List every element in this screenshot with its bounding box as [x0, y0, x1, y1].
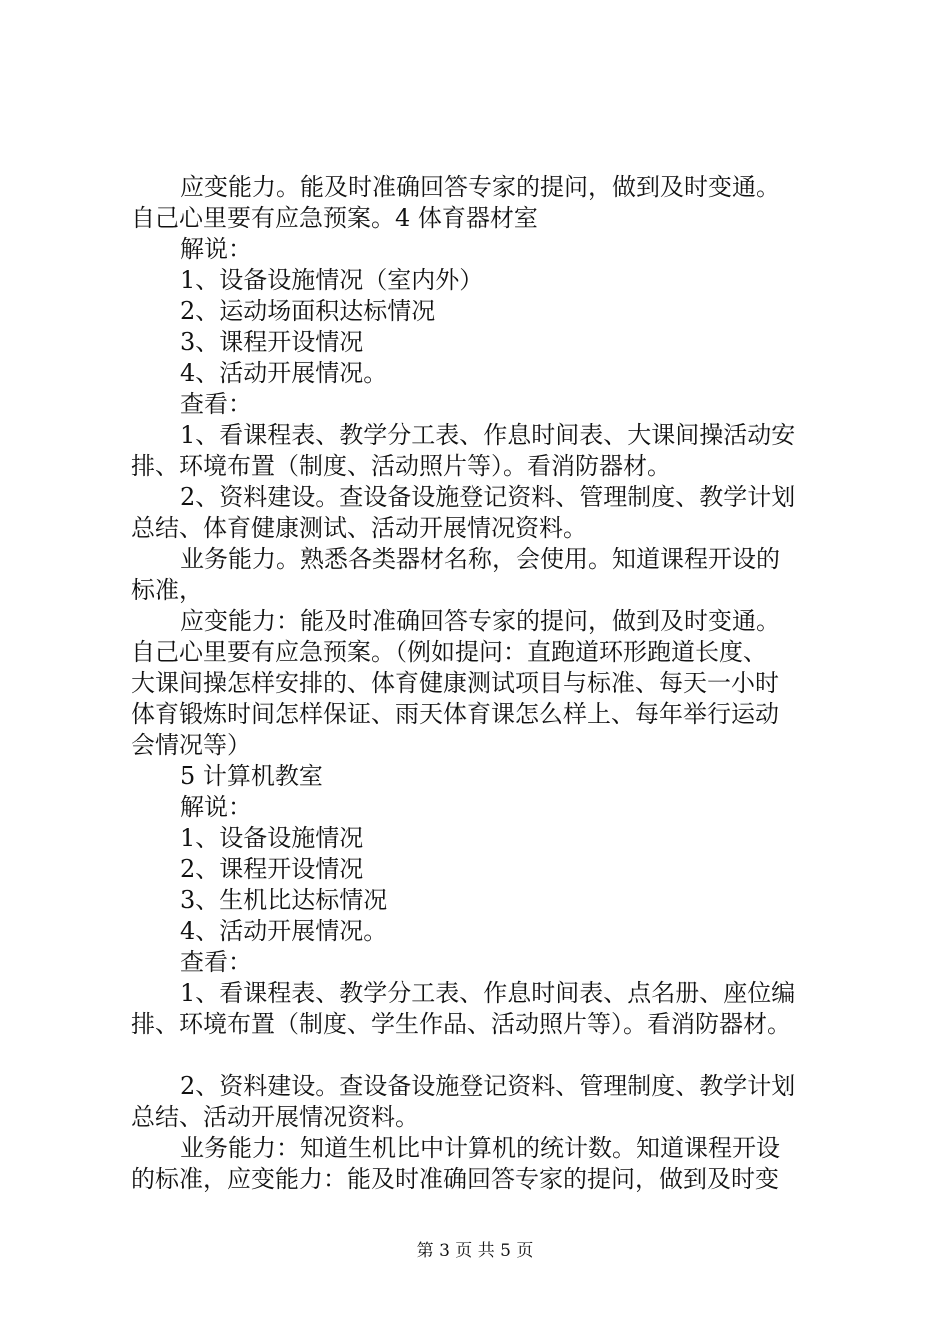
paragraph-line: 总结、体育健康测试、活动开展情况资料。	[131, 514, 587, 542]
paragraph-line: 业务能力：知道生机比中计算机的统计数。知道课程开设	[180, 1134, 780, 1162]
list-item: 2、运动场面积达标情况	[180, 297, 436, 325]
paragraph-spacer	[131, 1040, 837, 1071]
page-number-footer: 第 3 页 共 5 页	[416, 1241, 534, 1261]
paragraph-line: 业务能力。熟悉各类器材名称，会使用。知道课程开设的	[180, 545, 780, 573]
paragraph-line: 查看：	[180, 390, 252, 418]
paragraph-line: 应变能力：能及时准确回答专家的提问，做到及时变通。	[180, 607, 780, 635]
list-item: 4、活动开展情况。	[180, 917, 388, 945]
document-body	[131, 172, 837, 1195]
paragraph-line: 2、资料建设。查设备设施登记资料、管理制度、教学计划	[180, 1072, 796, 1100]
list-item: 1、设备设施情况（室内外）	[180, 266, 484, 294]
paragraph-line: 的标准，应变能力：能及时准确回答专家的提问，做到及时变	[131, 1165, 779, 1193]
paragraph-line: 排、环境布置（制度、学生作品、活动照片等）。看消防器材。	[131, 1010, 791, 1038]
paragraph-line: 自己心里要有应急预案。（例如提问：直跑道环形跑道长度、	[131, 638, 767, 666]
paragraph-line: 自己心里要有应急预案。4 体育器材室	[131, 204, 538, 232]
paragraph-line: 大课间操怎样安排的、体育健康测试项目与标准、每天一小时	[131, 669, 779, 697]
list-item: 3、生机比达标情况	[180, 886, 388, 914]
paragraph-line: 1、看课程表、教学分工表、作息时间表、大课间操活动安	[180, 421, 796, 449]
paragraph-line: 总结、活动开展情况资料。	[131, 1103, 419, 1131]
paragraph-line: 排、环境布置（制度、活动照片等）。看消防器材。	[131, 452, 671, 480]
paragraph-line: 标准，	[131, 576, 203, 604]
paragraph-line: 1、看课程表、教学分工表、作息时间表、点名册、座位编	[180, 979, 796, 1007]
paragraph-line: 2、资料建设。查设备设施登记资料、管理制度、教学计划	[180, 483, 796, 511]
list-item: 1、设备设施情况	[180, 824, 364, 852]
list-item: 2、课程开设情况	[180, 855, 364, 883]
paragraph-line: 应变能力。能及时准确回答专家的提问，做到及时变通。	[180, 173, 780, 201]
list-item: 3、课程开设情况	[180, 328, 364, 356]
list-item: 4、活动开展情况。	[180, 359, 388, 387]
paragraph-line: 查看：	[180, 948, 252, 976]
paragraph-line: 解说：	[180, 235, 252, 263]
paragraph-line: 解说：	[180, 793, 252, 821]
paragraph-line: 体育锻炼时间怎样保证、雨天体育课怎么样上、每年举行运动	[131, 700, 779, 728]
section-heading: 5 计算机教室	[180, 762, 323, 790]
paragraph-line: 会情况等）	[131, 731, 251, 759]
